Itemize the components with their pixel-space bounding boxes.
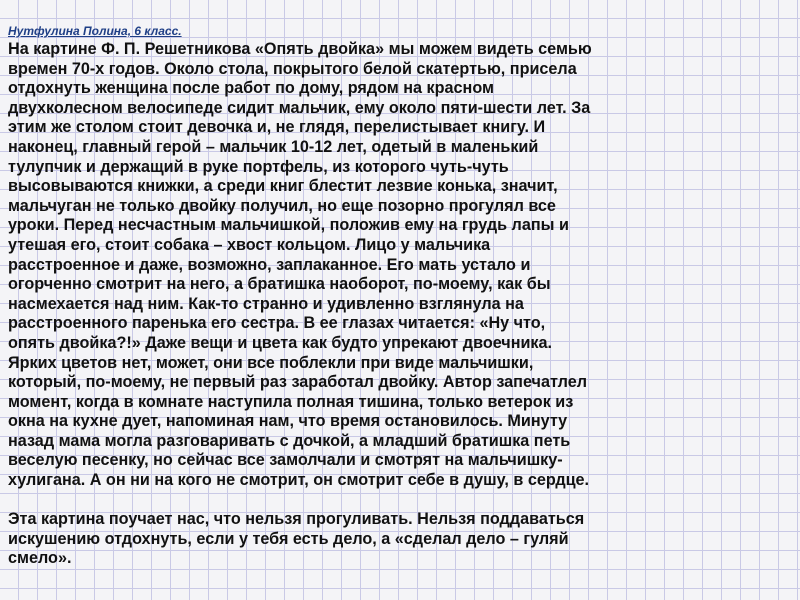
author-line: Нутфулина Полина, 6 класс. <box>8 24 182 38</box>
essay-paragraph-1: На картине Ф. П. Решетникова «Опять двойка» мы можем видеть семью времен 70-х годов. Около стола, покрытого белой скатертью, присела отдохнуть женщина после работ по дому, рядом на красном двухколесном велосипеде сидит мальчик, ему около пяти-шести лет. За этим же столом стоит девочка и, не глядя, перелистывает книгу. И наконец, главный герой – мальчик 10-12 лет, одетый в маленький тулупчик и держащий в руке портфель, из которого чуть-чуть высовываются книжки, а среди книг блестит лезвие конька, значит, мальчуган не только двойку получил, но еще позорно прогулял все уроки. Перед несчастным мальчишкой, положив ему на грудь лапы и утешая его, стоит собака – хвост кольцом. Лицо у мальчика расстроенное и даже, возможно, заплаканное. Его мать устало и огорченно смотрит на него, а братишка наоборот, по-моему, как бы насмехается над ним. Как-то странно и удивленно взглянула на расстроенного паренька его сестра. В ее глазах читается: «Ну что, опять двойка?!» Даже вещи и цвета как будто упрекают двоечника. Ярких цветов нет, может, они все поблекли при виде мальчишки, который, по-моему, не первый раз заработал двойку. Автор запечатлел момент, когда в комнате наступила полная тишина, только ветерок из окна на кухне дует, напоминая нам, что время остановилось. Минуту назад мама могла разговаривать с дочкой, а младший братишка петь веселую песенку, но сейчас все замолчали и смотрят на мальчишку- хулигана. А он ни на кого не смотрит, он смотрит себе в душу, в сердце. <box>8 40 592 490</box>
essay-paragraph-2: Эта картина поучает нас, что нельзя прогуливать. Нельзя поддаваться искушению отдохнуть, если у тебя есть дело, а «сделал дело – гуляй смело». <box>8 510 585 568</box>
